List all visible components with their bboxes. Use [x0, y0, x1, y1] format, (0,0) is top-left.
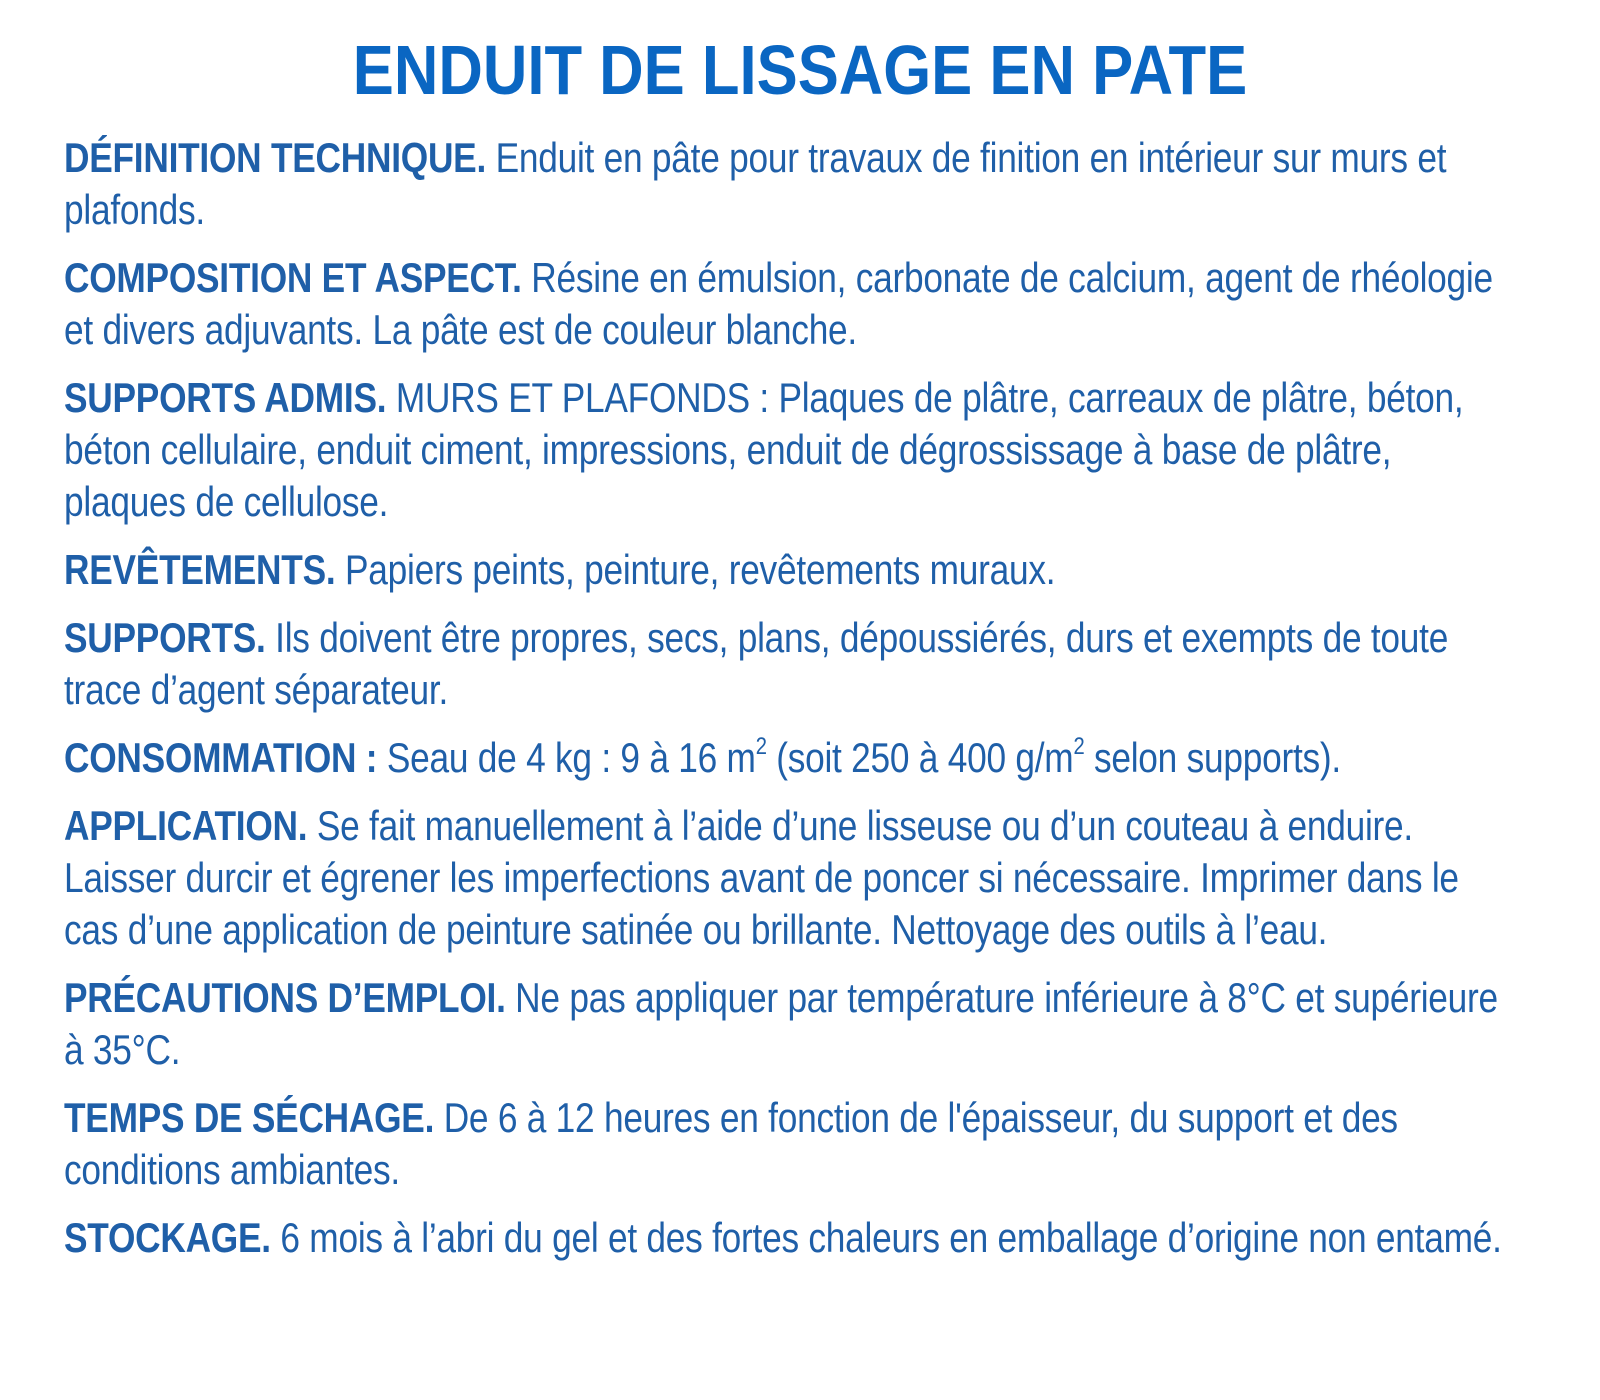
section-definition	[64, 132, 1509, 236]
section-application	[64, 800, 1509, 956]
section-text: Se fait manuellement à l’aide d’une lisseuse ou d’un couteau à enduire. Laisser durcir et égrener les imperfections avant de poncer si nécessaire. Imprimer dans le cas d’une application de peinture satinée ou brillante. Nettoyage des outils à l’eau.	[64, 802, 1459, 953]
section-label: TEMPS DE SÉCHAGE.	[64, 1094, 435, 1141]
superscript: 2	[1073, 733, 1085, 760]
section-text-b: (soit 250 à 400 g/m	[766, 734, 1074, 781]
section-temps-sechage	[64, 1092, 1509, 1196]
section-revetements	[64, 544, 1509, 596]
section-text: De 6 à 12 heures en fonction de l'épaisseur, du support et des conditions ambiantes.	[64, 1094, 1398, 1193]
section-label: DÉFINITION TECHNIQUE.	[64, 134, 487, 181]
section-text: Ne pas appliquer par température inférieure à 8°C et supérieure à 35°C.	[64, 974, 1498, 1073]
page-title: ENDUIT DE LISSAGE EN PATE	[352, 31, 1248, 109]
section-text: Ils doivent être propres, secs, plans, dépoussiérés, durs et exempts de toute trace d’agent séparateur.	[64, 614, 1449, 713]
section-supports	[64, 612, 1509, 716]
section-stockage	[64, 1212, 1509, 1264]
section-label: COMPOSITION ET ASPECT.	[64, 254, 522, 301]
section-text-c: selon supports).	[1084, 734, 1341, 781]
section-text: Résine en émulsion, carbonate de calcium, agent de rhéologie et divers adjuvants. La pâte est de couleur blanche.	[64, 254, 1493, 353]
section-label: REVÊTEMENTS.	[64, 546, 336, 593]
section-text-a: Seau de 4 kg : 9 à 16 m	[386, 734, 756, 781]
section-text: Papiers peints, peinture, revêtements muraux.	[344, 546, 1056, 593]
section-consommation	[64, 732, 1509, 784]
section-label: APPLICATION.	[64, 802, 308, 849]
section-label: CONSOMMATION :	[64, 734, 378, 781]
section-text: Enduit en pâte pour travaux de finition en intérieur sur murs et plafonds.	[64, 134, 1447, 233]
section-label: PRÉCAUTIONS D’EMPLOI.	[64, 974, 506, 1021]
section-text: 6 mois à l’abri du gel et des fortes chaleurs en emballage d’origine non entamé.	[280, 1214, 1502, 1261]
section-text: MURS ET PLAFONDS : Plaques de plâtre, carreaux de plâtre, béton, béton cellulaire, enduit ciment, impressions, enduit de dégrossissage à base de plâtre, plaques de cellulose.	[64, 374, 1464, 525]
section-label: SUPPORTS ADMIS.	[64, 374, 387, 421]
section-supports-admis	[64, 372, 1509, 528]
section-precautions	[64, 972, 1509, 1076]
section-label: SUPPORTS.	[64, 614, 266, 661]
section-label: STOCKAGE.	[64, 1214, 271, 1261]
superscript: 2	[755, 733, 767, 760]
sections-container	[64, 132, 1509, 1280]
section-composition	[64, 252, 1509, 356]
